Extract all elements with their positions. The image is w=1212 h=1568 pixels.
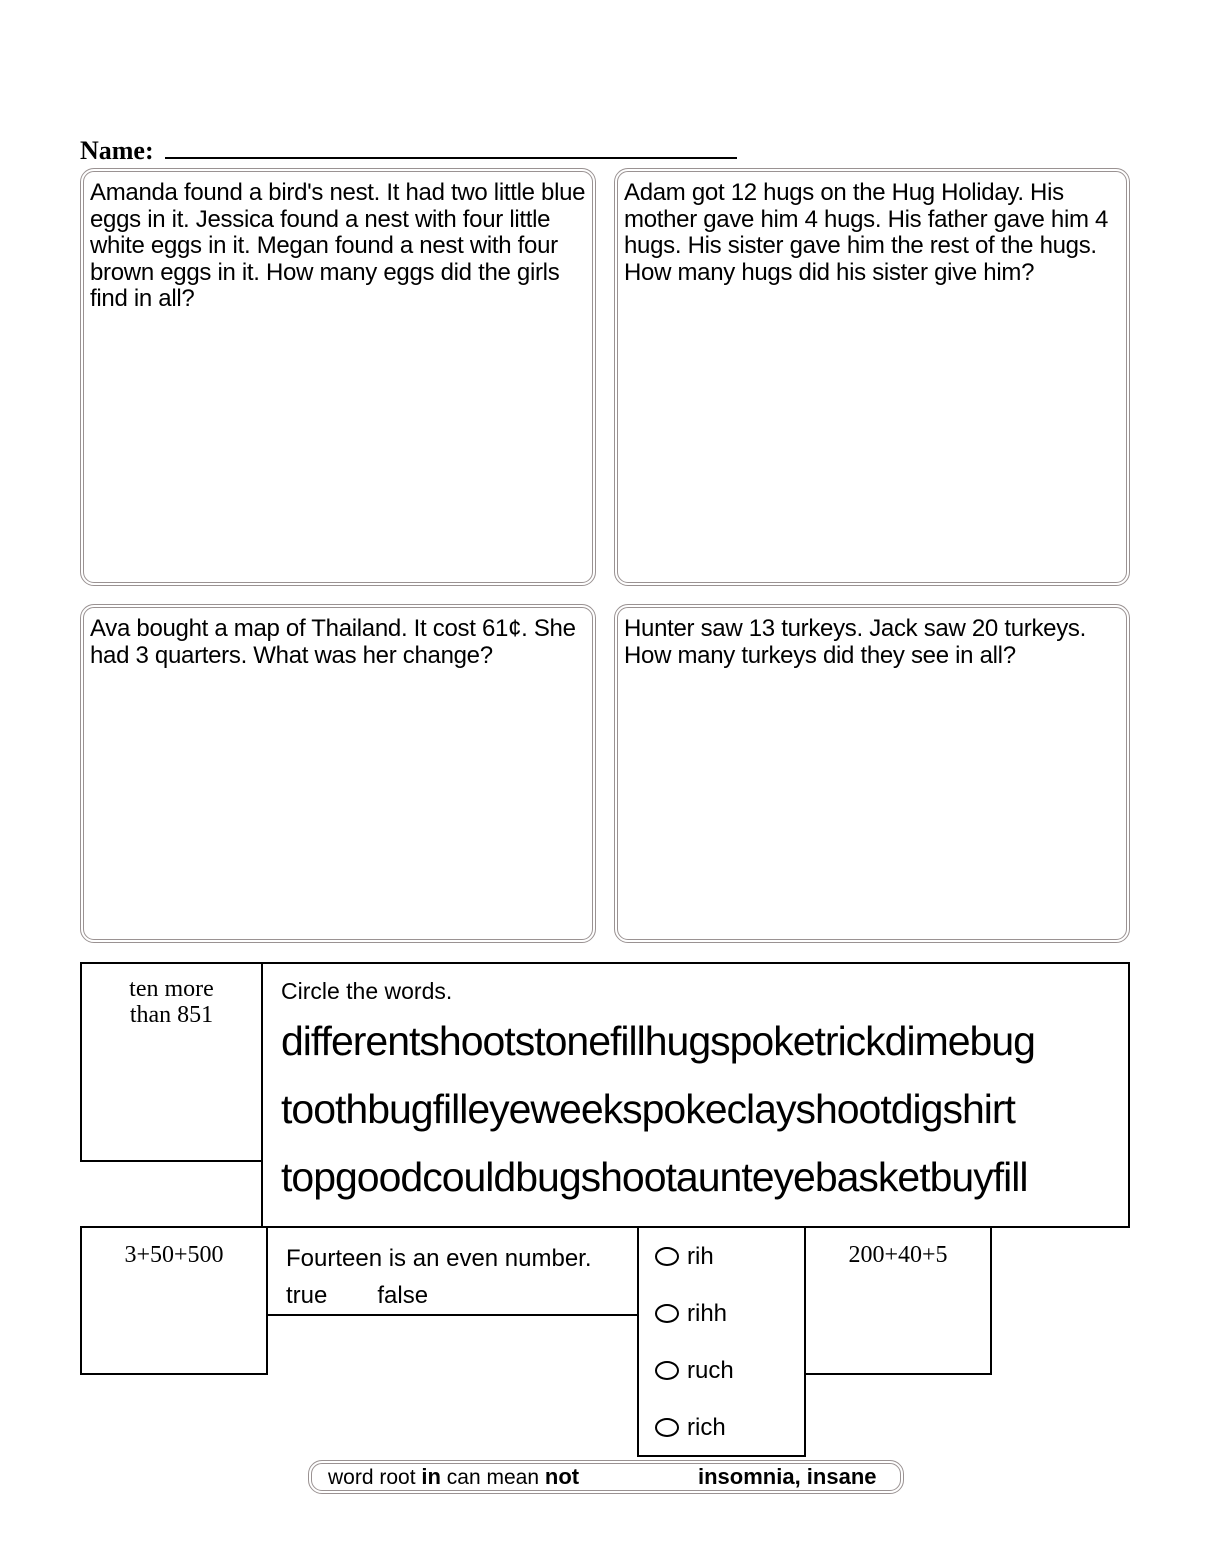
option-label: rihh bbox=[687, 1299, 728, 1327]
word-root: in bbox=[421, 1464, 441, 1489]
option-label: rih bbox=[687, 1242, 714, 1270]
ten-more-box[interactable] bbox=[80, 962, 263, 1162]
option-label: rich bbox=[687, 1413, 726, 1441]
problem-text: Hunter saw 13 turkeys. Jack saw 20 turkeys. How many turkeys did they see in all? bbox=[624, 615, 1086, 669]
true-false-statement: Fourteen is an even number. bbox=[286, 1245, 592, 1272]
radio-circle-icon[interactable] bbox=[655, 1418, 679, 1437]
problem-text: Adam got 12 hugs on the Hug Holiday. His mother gave him 4 hugs. His father gave him 4 hugs. His sister gave him the rest of the hugs. How many hugs did his sister give him? bbox=[624, 179, 1109, 286]
word-line-3[interactable]: topgoodcouldbugshootaunteyebasketbuyfill bbox=[281, 1154, 1028, 1200]
problem-text: Ava bought a map of Thailand. It cost 61¢. She had 3 quarters. What was her change? bbox=[90, 615, 576, 669]
word-problem-1[interactable] bbox=[80, 168, 596, 586]
radio-circle-icon[interactable] bbox=[655, 1304, 679, 1323]
true-option[interactable]: true bbox=[286, 1282, 328, 1309]
word-problem-2[interactable] bbox=[614, 168, 1130, 586]
expanded-form-text: 3+50+500 bbox=[124, 1242, 224, 1268]
problem-text: Amanda found a bird's nest. It had two little blue eggs in it. Jessica found a nest with four little white eggs in it. Megan found a nest with four brown eggs in it. How many eggs did the girls find in all? bbox=[90, 179, 586, 312]
word-line-1[interactable]: differentshootstonefillhugspoketrickdimebug bbox=[281, 1018, 1035, 1064]
word-root-prefix: word root bbox=[328, 1466, 416, 1489]
word-root-meaning: not bbox=[544, 1464, 580, 1489]
word-problem-3[interactable] bbox=[80, 604, 596, 943]
radio-circle-icon[interactable] bbox=[655, 1361, 679, 1380]
true-false-box bbox=[266, 1226, 639, 1316]
option-rihh[interactable] bbox=[655, 1285, 804, 1342]
expanded-form-box-1[interactable] bbox=[80, 1226, 268, 1375]
option-rich[interactable] bbox=[655, 1399, 804, 1456]
word-line-2[interactable]: toothbugfilleyeweekspokeclayshootdigshirt bbox=[281, 1086, 1015, 1132]
word-problem-4[interactable] bbox=[614, 604, 1130, 943]
false-option[interactable]: false bbox=[377, 1282, 429, 1309]
name-input-line[interactable] bbox=[165, 157, 737, 159]
expanded-form-box-2[interactable] bbox=[804, 1226, 992, 1375]
spelling-choice-box bbox=[637, 1226, 806, 1457]
ten-more-prompt: ten more than 851 bbox=[129, 976, 214, 1028]
word-root-banner bbox=[308, 1460, 904, 1494]
word-root-examples: insomnia, insane bbox=[698, 1464, 877, 1489]
option-rih[interactable] bbox=[655, 1228, 804, 1285]
name-label: Name: bbox=[80, 136, 154, 165]
word-root-middle: can mean bbox=[446, 1466, 540, 1489]
expanded-form-text: 200+40+5 bbox=[848, 1242, 948, 1268]
circle-words-box bbox=[261, 962, 1130, 1228]
radio-circle-icon[interactable] bbox=[655, 1247, 679, 1266]
option-ruch[interactable] bbox=[655, 1342, 804, 1399]
option-label: ruch bbox=[687, 1356, 734, 1384]
circle-instruction: Circle the words. bbox=[281, 978, 453, 1004]
